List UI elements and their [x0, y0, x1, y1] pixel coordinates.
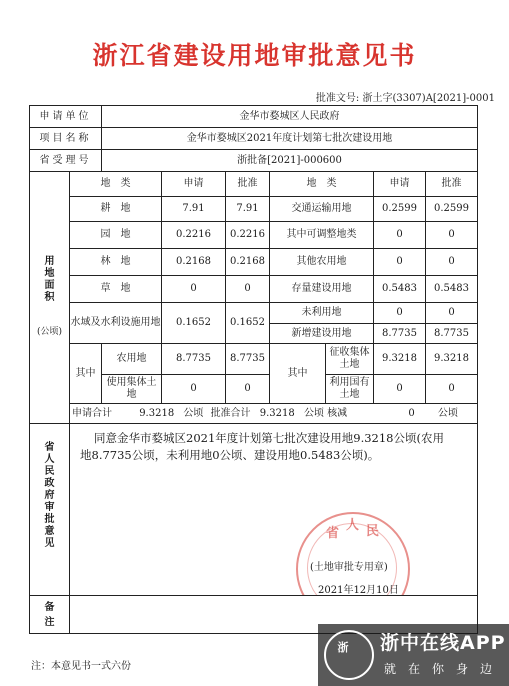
approve-value: 0: [426, 303, 478, 324]
apply-value: 0.1652: [162, 303, 226, 344]
app-logo-text: 浙: [337, 641, 349, 654]
opinion-content: [70, 424, 478, 596]
opinion-text: 同意金华市婺城区2021年度计划第七批次建设用地9.3218公顷(农用地8.7735公顷，未利用地0公顷、建设用地0.5483公顷)。: [80, 431, 444, 462]
document-title: 浙江省建设用地审批意见书: [92, 41, 417, 70]
remarks-label: [30, 596, 70, 634]
land-section-title: [30, 172, 70, 424]
apply-value: 0: [374, 303, 426, 324]
land-type: 利用国有土地: [326, 375, 374, 404]
accept-label: 省受理号: [30, 150, 102, 172]
col-apply-right: 申请: [374, 172, 426, 197]
apply-value: 0.2599: [374, 197, 426, 222]
land-type: 农用地: [102, 344, 162, 375]
footnote: 注：本意见书一式六份: [31, 661, 131, 672]
app-watermark: [318, 624, 509, 686]
apply-value: 0: [374, 375, 426, 404]
land-type: 林 地: [70, 249, 162, 276]
apply-value: 0.5483: [374, 276, 426, 303]
form-table: [29, 105, 478, 634]
table-row: [30, 303, 478, 324]
seal-note: (土地审批专用章): [310, 562, 388, 573]
approve-value: 0.2599: [426, 197, 478, 222]
apply-value: 0: [374, 249, 426, 276]
apply-value: 8.7735: [374, 324, 426, 344]
official-seal: [296, 512, 410, 596]
land-type: 交通运输用地: [270, 197, 374, 222]
approve-value: 0.1652: [226, 303, 270, 344]
apply-value: 9.3218: [374, 344, 426, 375]
table-row: [30, 222, 478, 249]
approve-value: 0.2168: [226, 249, 270, 276]
approve-value: 0.2216: [226, 222, 270, 249]
land-type: 草 地: [70, 276, 162, 303]
apply-value: 0: [374, 222, 426, 249]
apply-value: 8.7735: [162, 344, 226, 375]
seal-char: 民: [366, 524, 380, 539]
table-row: [30, 344, 478, 375]
land-section-title-text: 用地面积: [44, 256, 55, 303]
sub-label-right: 其中: [270, 344, 326, 404]
table-row: [30, 197, 478, 222]
reduce-value: 0: [408, 407, 415, 419]
applicant-label: 申请单位: [30, 106, 102, 128]
land-type: 其他农用地: [270, 249, 374, 276]
apply-total-label: 申请合计: [72, 407, 112, 419]
seal-char: 人: [346, 518, 360, 533]
apply-total-unit: 公顷: [183, 407, 204, 419]
col-approve-right: 批准: [426, 172, 478, 197]
table-row: [30, 249, 478, 276]
applicant-value: 金华市婺城区人民政府: [102, 106, 478, 128]
land-type: 其中可调整地类: [270, 222, 374, 249]
app-slogan: 就在你身边: [384, 662, 505, 676]
approve-total-label: 批准合计: [210, 407, 251, 419]
accept-value: 浙批备[2021]-000600: [102, 150, 478, 172]
land-type: 新增建设用地: [270, 324, 374, 344]
opinion-label: [30, 424, 70, 596]
land-header-row: [30, 172, 478, 197]
approval-form: [29, 105, 477, 651]
approve-value: 0.5483: [426, 276, 478, 303]
project-label: 项目名称: [30, 128, 102, 150]
apply-value: 0: [162, 375, 226, 404]
col-approve-left: 批准: [226, 172, 270, 197]
col-type-left: 地 类: [70, 172, 162, 197]
opinion-label-text: 省人民政府审批意见: [44, 442, 55, 549]
seal-char: 省: [326, 526, 340, 541]
reduce-unit: 公顷: [437, 407, 458, 419]
unit-label: (公顷): [36, 327, 63, 337]
approval-date: 2021年12月10日: [318, 585, 399, 596]
app-name: 浙中在线APP: [380, 632, 506, 654]
approve-value: 9.3218: [426, 344, 478, 375]
approve-value: 0: [426, 249, 478, 276]
land-type: 未利用地: [270, 303, 374, 324]
apply-value: 0: [162, 276, 226, 303]
land-type: 使用集体土地: [102, 375, 162, 404]
approve-value: 0: [426, 375, 478, 404]
approve-total-unit: 公顷: [303, 407, 324, 419]
approve-value: 7.91: [226, 197, 270, 222]
apply-value: 7.91: [162, 197, 226, 222]
land-type: 园 地: [70, 222, 162, 249]
opinion-row: [30, 424, 478, 596]
totals-row: [30, 404, 478, 424]
table-row: [30, 276, 478, 303]
reduce-label: 核减: [327, 407, 348, 419]
land-type: 存量建设用地: [270, 276, 374, 303]
app-logo-icon: [324, 630, 374, 680]
land-type: 征收集体土地: [326, 344, 374, 375]
approve-value: 0: [226, 276, 270, 303]
row-accept: [30, 150, 478, 172]
approve-value: 0: [426, 222, 478, 249]
approve-value: 8.7735: [226, 344, 270, 375]
sub-label-left: 其中: [70, 344, 102, 404]
apply-value: 0.2216: [162, 222, 226, 249]
row-project: [30, 128, 478, 150]
col-apply-left: 申请: [162, 172, 226, 197]
approve-value: 0: [226, 375, 270, 404]
land-type: 水域及水利设施用地: [70, 303, 162, 344]
approval-number: 批准文号: 浙土字(3307)A[2021]-0001: [315, 93, 495, 104]
project-value: 金华市婺城区2021年度计划第七批次建设用地: [102, 128, 478, 150]
totals-cell: [70, 404, 478, 424]
land-type: 耕 地: [70, 197, 162, 222]
row-applicant: [30, 106, 478, 128]
remarks-label-text: 备注: [44, 601, 55, 628]
col-type-right: 地 类: [270, 172, 374, 197]
approve-value: 8.7735: [426, 324, 478, 344]
apply-value: 0.2168: [162, 249, 226, 276]
apply-total-value: 9.3218: [139, 407, 175, 419]
approve-total-value: 9.3218: [259, 407, 295, 419]
